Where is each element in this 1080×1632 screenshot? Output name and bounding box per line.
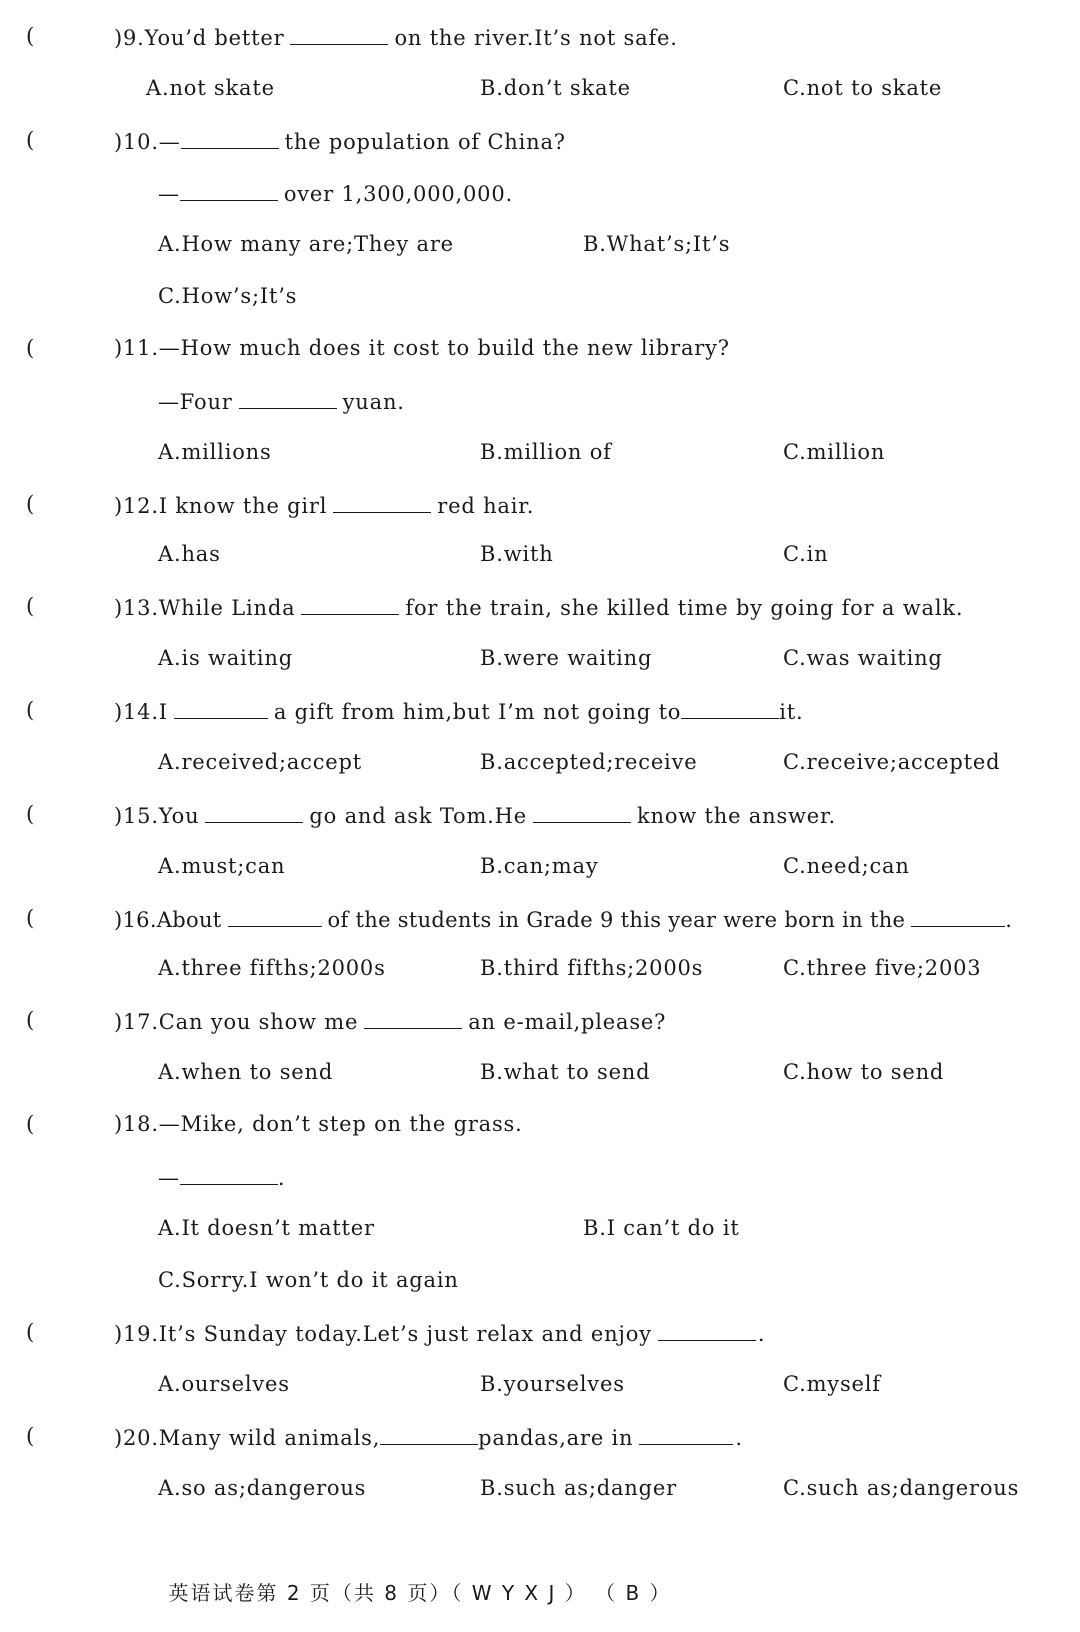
question-text: )17.Can you show me an e-mail,please? — [114, 1000, 666, 1042]
option-c: C.in — [783, 542, 829, 566]
options-10 — [0, 224, 1080, 264]
option-b: B.can;may — [480, 854, 599, 878]
answer-blank[interactable] — [533, 794, 631, 823]
option-c: C.million — [783, 440, 886, 464]
question-10-response — [0, 172, 1080, 212]
option-a: A.received;accept — [158, 750, 362, 774]
answer-blank[interactable] — [180, 1156, 278, 1185]
answer-paren: ( — [26, 802, 35, 826]
answer-paren: ( — [26, 1112, 35, 1136]
option-c: C.was waiting — [783, 646, 943, 670]
option-b: B.don’t skate — [480, 76, 631, 100]
answer-blank[interactable] — [364, 1000, 462, 1029]
answer-paren: ( — [26, 128, 35, 152]
answer-blank[interactable] — [333, 484, 431, 513]
option-a: A.ourselves — [158, 1372, 290, 1396]
response-text: — over 1,300,000,000. — [158, 172, 513, 214]
option-a: A.when to send — [158, 1060, 334, 1084]
question-14 — [0, 690, 1080, 730]
options-9 — [0, 68, 1080, 108]
question-text: )19.It’s Sunday today.Let’s just relax and enjoy . — [114, 1312, 765, 1354]
question-text: )9.You’d better on the river.It’s not safe. — [114, 16, 678, 58]
answer-paren: ( — [26, 698, 35, 722]
option-b: B.were waiting — [480, 646, 653, 670]
option-c: C.myself — [783, 1372, 881, 1396]
answer-blank[interactable] — [181, 120, 279, 149]
question-text: )13.While Linda for the train, she killed time by going for a walk. — [114, 586, 963, 628]
question-text: )12.I know the girl red hair. — [114, 484, 534, 526]
answer-paren: ( — [26, 336, 35, 360]
options-17 — [0, 1052, 1080, 1092]
footer-text: 英语试卷第 2 页（共 8 页）（ W Y X J ） （ B ） — [168, 1581, 672, 1605]
answer-blank[interactable] — [174, 690, 268, 719]
option-a: A.must;can — [158, 854, 286, 878]
question-20 — [0, 1416, 1080, 1456]
question-11 — [0, 328, 1080, 368]
option-b: B.third fifths;2000s — [480, 956, 704, 980]
option-c: C.how to send — [783, 1060, 945, 1084]
answer-blank[interactable] — [228, 898, 322, 927]
question-text: )10.— the population of China? — [114, 120, 566, 162]
question-text: )16.About of the students in Grade 9 this year were born in the . — [114, 898, 1012, 940]
answer-blank[interactable] — [658, 1312, 756, 1341]
option-b: B.million of — [480, 440, 612, 464]
option-a: A.not skate — [146, 76, 275, 100]
answer-paren: ( — [26, 1320, 35, 1344]
answer-paren: ( — [26, 492, 35, 516]
option-b: B.I can’t do it — [583, 1216, 740, 1240]
option-b: B.accepted;receive — [480, 750, 698, 774]
answer-blank[interactable] — [681, 690, 779, 719]
option-c: C.Sorry.I won’t do it again — [158, 1268, 459, 1292]
options-19 — [0, 1364, 1080, 1404]
answer-paren: ( — [26, 1008, 35, 1032]
options-10-c — [0, 276, 1080, 316]
question-18-response — [0, 1156, 1080, 1196]
options-13 — [0, 638, 1080, 678]
response-text: — . — [158, 1156, 285, 1198]
question-16 — [0, 898, 1080, 938]
question-text: )18.—Mike, don’t step on the grass. — [114, 1112, 523, 1136]
question-19 — [0, 1312, 1080, 1352]
option-c: C.How’s;It’s — [158, 284, 298, 308]
option-a: A.so as;dangerous — [158, 1476, 367, 1500]
answer-blank[interactable] — [239, 380, 337, 409]
question-13 — [0, 586, 1080, 626]
options-20 — [0, 1468, 1080, 1508]
question-18 — [0, 1104, 1080, 1144]
options-18 — [0, 1208, 1080, 1248]
page-footer — [0, 1577, 1080, 1606]
option-a: A.How many are;They are — [158, 232, 454, 256]
option-c: C.three five;2003 — [783, 956, 982, 980]
option-c: C.not to skate — [783, 76, 943, 100]
options-18-c — [0, 1260, 1080, 1300]
option-b: B.what to send — [480, 1060, 651, 1084]
option-a: A.It doesn’t matter — [158, 1216, 375, 1240]
options-12 — [0, 534, 1080, 574]
option-a: A.has — [158, 542, 221, 566]
question-12 — [0, 484, 1080, 524]
answer-paren: ( — [26, 1424, 35, 1448]
options-14 — [0, 742, 1080, 782]
answer-blank[interactable] — [205, 794, 303, 823]
answer-blank[interactable] — [380, 1416, 478, 1445]
option-b: B.with — [480, 542, 554, 566]
response-text: —Four yuan. — [158, 380, 405, 422]
question-15 — [0, 794, 1080, 834]
question-text: )14.I a gift from him,but I’m not going to it. — [114, 690, 804, 732]
answer-paren: ( — [26, 594, 35, 618]
question-10 — [0, 120, 1080, 160]
option-a: A.is waiting — [158, 646, 293, 670]
question-text: )11.—How much does it cost to build the new library? — [114, 336, 730, 360]
option-b: B.such as;danger — [480, 1476, 677, 1500]
option-b: B.yourselves — [480, 1372, 625, 1396]
options-15 — [0, 846, 1080, 886]
option-a: A.millions — [158, 440, 272, 464]
answer-blank[interactable] — [301, 586, 399, 615]
answer-blank[interactable] — [290, 16, 388, 45]
option-c: C.need;can — [783, 854, 910, 878]
answer-blank[interactable] — [911, 898, 1005, 927]
answer-paren: ( — [26, 906, 35, 930]
answer-paren: ( — [26, 24, 35, 48]
answer-blank[interactable] — [639, 1416, 733, 1445]
option-b: B.What’s;It’s — [583, 232, 731, 256]
options-11 — [0, 432, 1080, 472]
question-text: )20.Many wild animals, pandas,are in . — [114, 1416, 743, 1458]
question-11-response — [0, 380, 1080, 420]
option-c: C.such as;dangerous — [783, 1476, 1020, 1500]
question-17 — [0, 1000, 1080, 1040]
option-a: A.three fifths;2000s — [158, 956, 386, 980]
options-16 — [0, 948, 1080, 988]
answer-blank[interactable] — [180, 172, 278, 201]
question-9 — [0, 16, 1080, 56]
option-c: C.receive;accepted — [783, 750, 1001, 774]
question-text: )15.You go and ask Tom.He know the answer. — [114, 794, 836, 836]
